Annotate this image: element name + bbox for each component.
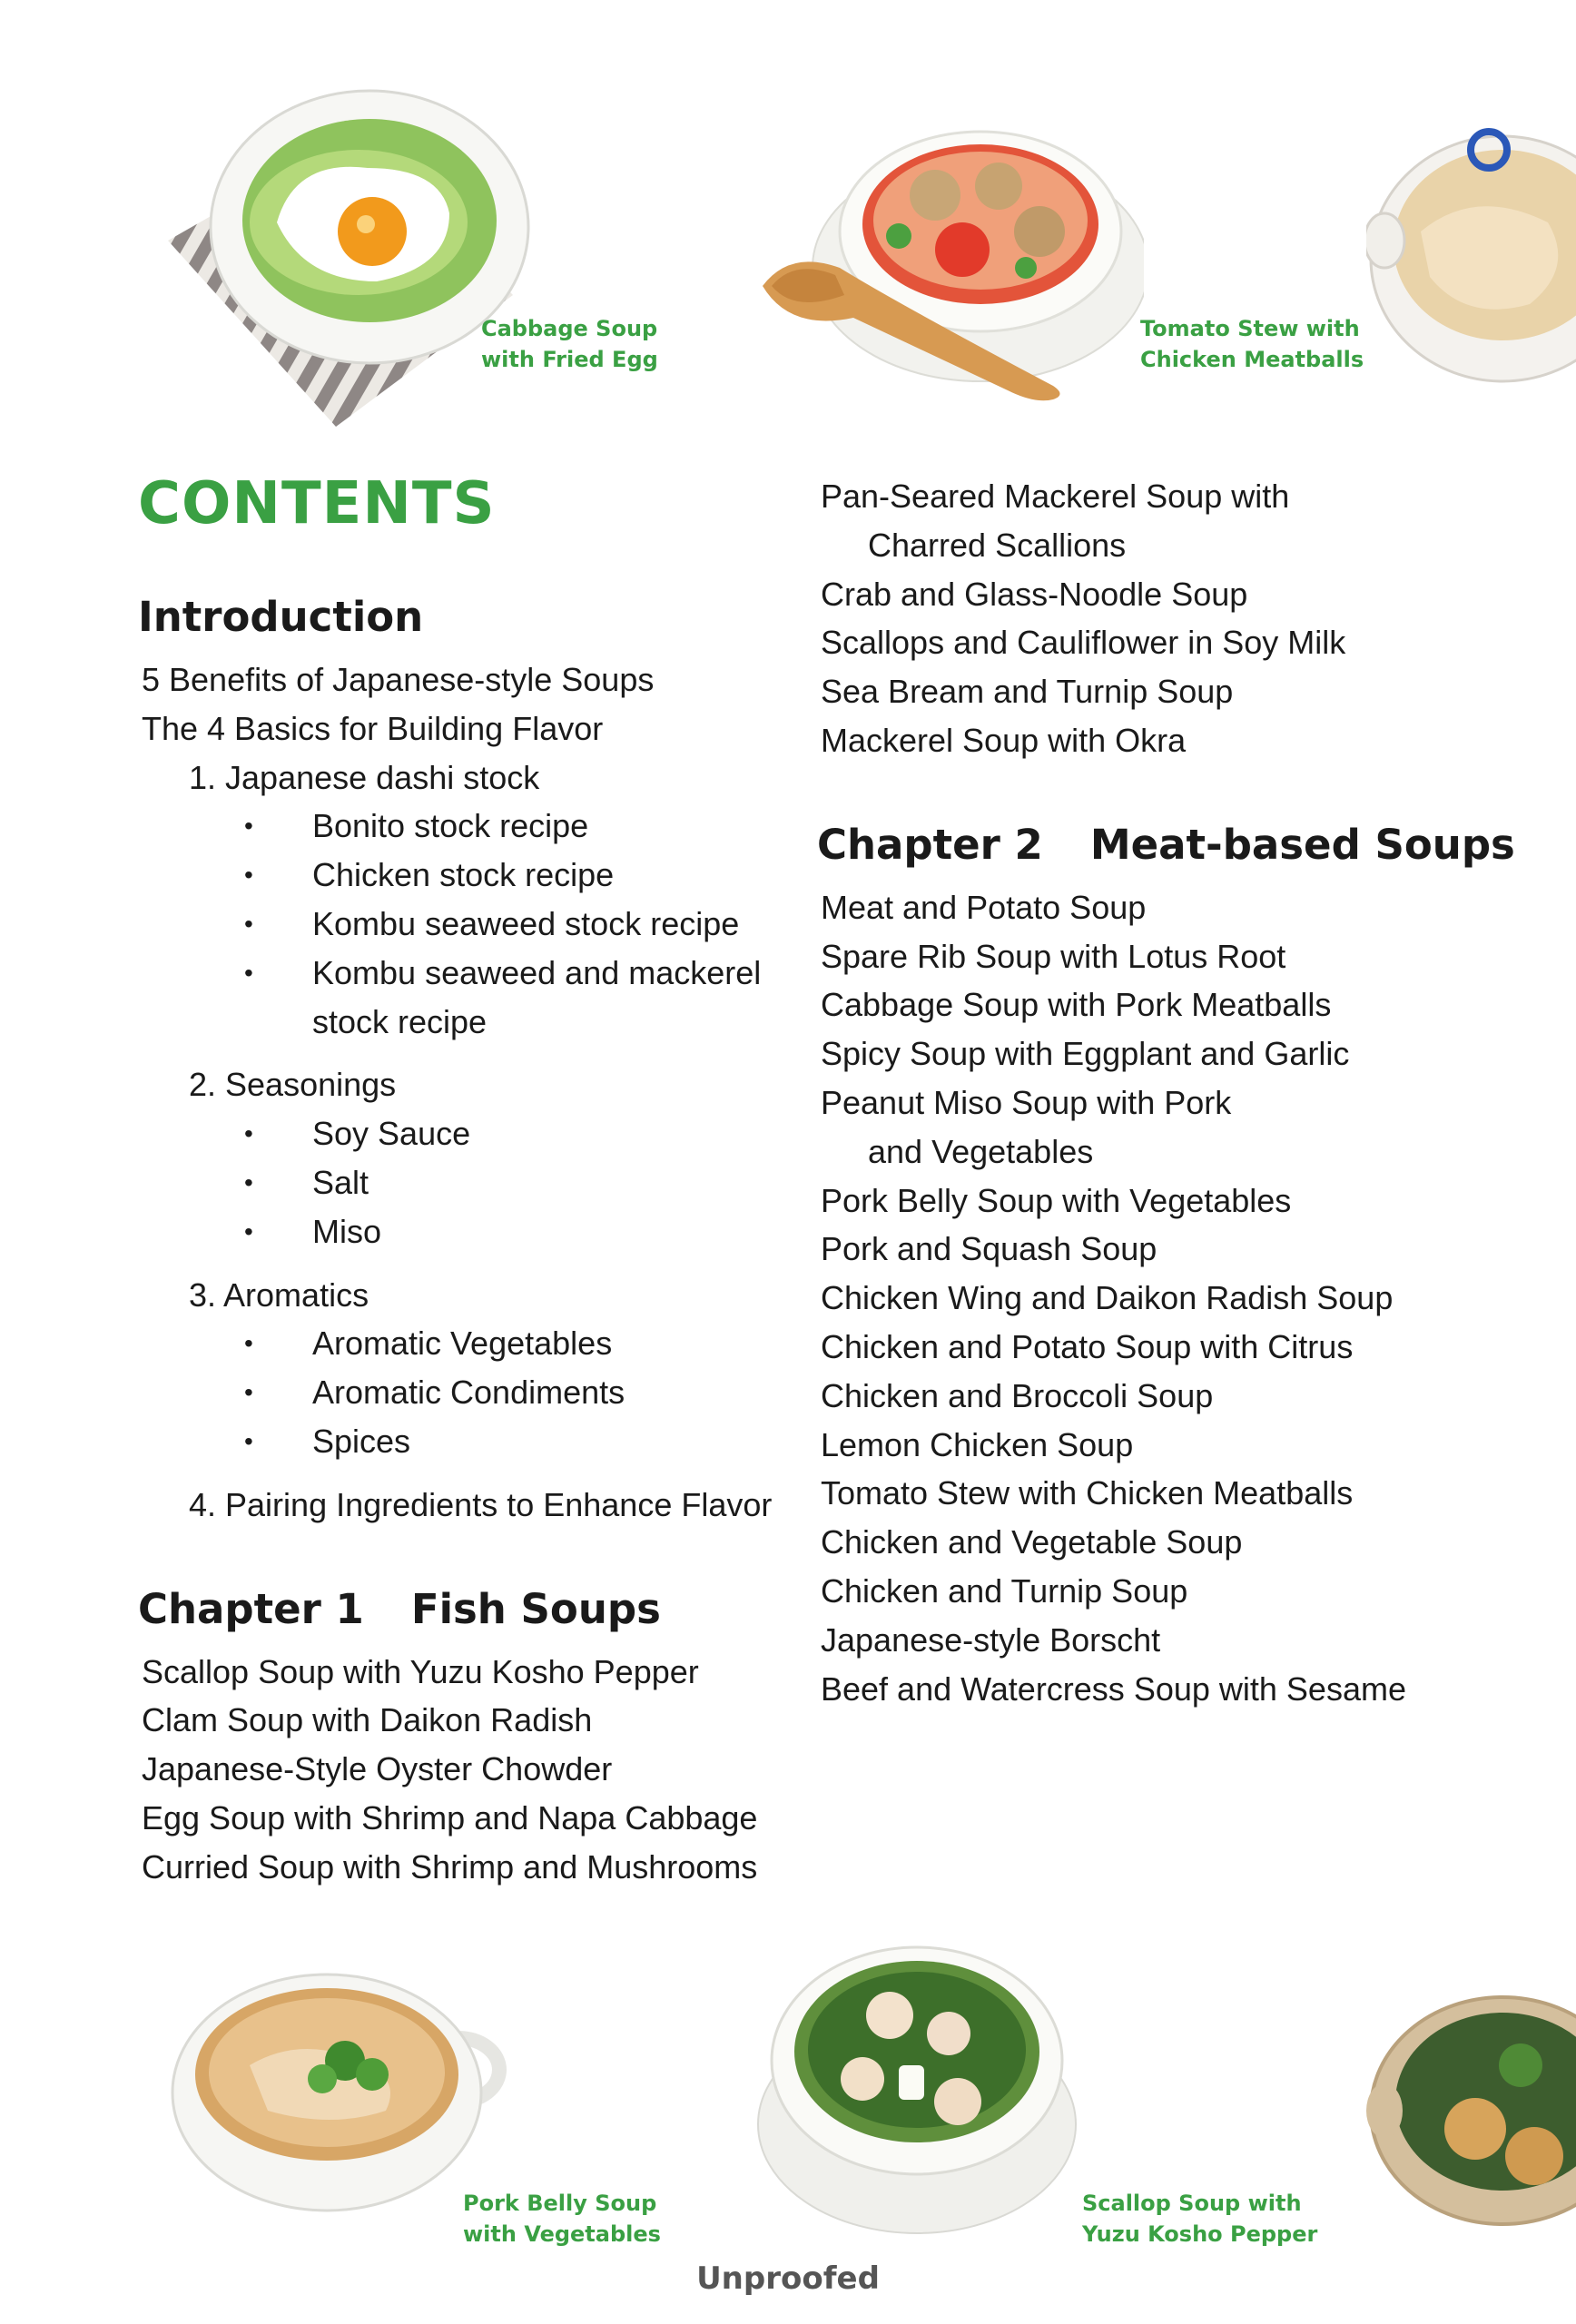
list-item: Japanese-style Borscht bbox=[821, 1620, 1161, 1659]
list-item: and Vegetables bbox=[868, 1132, 1094, 1170]
list-item: Peanut Miso Soup with Pork bbox=[821, 1083, 1232, 1121]
contents-left-column bbox=[138, 590, 783, 1892]
list-item: Clam Soup with Daikon Radish bbox=[142, 1701, 593, 1739]
list-item: Chicken and Potato Soup with Citrus bbox=[821, 1327, 1354, 1365]
bullet-icon: • bbox=[244, 1426, 253, 1455]
contents-right-column bbox=[817, 472, 1534, 1713]
list-item: The 4 Basics for Building Flavor bbox=[142, 709, 604, 747]
list-item: • Salt bbox=[138, 1158, 783, 1207]
chapter1-list bbox=[138, 1648, 783, 1892]
list-item: Charred Scallions bbox=[868, 526, 1127, 564]
list-item: • Bonito stock recipe bbox=[138, 802, 783, 851]
sixth-soup-photo bbox=[1366, 1984, 1576, 2247]
list-item: Cabbage Soup with Pork Meatballs bbox=[821, 986, 1332, 1024]
bullet-icon: • bbox=[244, 1167, 253, 1196]
list-item: Chicken and Turnip Soup bbox=[821, 1571, 1188, 1610]
list-item: • Chicken stock recipe bbox=[138, 851, 783, 900]
list-item: Scallops and Cauliflower in Soy Milk bbox=[821, 624, 1346, 662]
page-title: CONTENTS bbox=[138, 470, 496, 537]
list-item: Tomato Stew with Chicken Meatballs bbox=[821, 1474, 1354, 1512]
unproofed-label: Unproofed bbox=[696, 2260, 880, 2297]
list-item: • Soy Sauce bbox=[138, 1109, 783, 1158]
list-item: 1. Japanese dashi stock bbox=[189, 758, 540, 796]
list-item: Chicken and Broccoli Soup bbox=[821, 1376, 1214, 1414]
list-item: Scallop Soup with Yuzu Kosho Pepper bbox=[142, 1652, 699, 1690]
pork-belly-soup-photo bbox=[168, 1965, 531, 2215]
bullet-icon: • bbox=[244, 812, 253, 841]
chapter2-heading: Chapter 2 Meat-based Soups bbox=[817, 820, 1515, 869]
bullet-icon: • bbox=[244, 1216, 253, 1246]
introduction-list bbox=[138, 655, 783, 1530]
list-item: Meat and Potato Soup bbox=[821, 888, 1147, 926]
bullet-icon: • bbox=[244, 1119, 253, 1148]
introduction-heading: Introduction bbox=[138, 593, 424, 641]
list-item: Spicy Soup with Eggplant and Garlic bbox=[821, 1035, 1350, 1073]
bullet-icon: • bbox=[244, 958, 253, 987]
list-item: Pork Belly Soup with Vegetables bbox=[821, 1181, 1292, 1219]
bullet-icon: • bbox=[244, 1329, 253, 1358]
list-item: Chicken and Vegetable Soup bbox=[821, 1523, 1243, 1561]
list-item: Japanese-Style Oyster Chowder bbox=[142, 1750, 613, 1788]
list-item: Sea Bream and Turnip Soup bbox=[821, 673, 1234, 711]
scallop-soup-photo bbox=[754, 1943, 1080, 2247]
chapter1-heading: Chapter 1 Fish Soups bbox=[138, 1584, 661, 1633]
list-item: Pan-Seared Mackerel Soup with bbox=[821, 478, 1290, 515]
list-item: • Kombu seaweed stock recipe bbox=[138, 900, 783, 949]
cabbage-soup-photo bbox=[150, 77, 531, 440]
list-item: stock recipe bbox=[312, 1002, 488, 1040]
list-item: 2. Seasonings bbox=[189, 1066, 397, 1104]
list-item: • Aromatic Vegetables bbox=[138, 1319, 783, 1368]
list-item: Crab and Glass-Noodle Soup bbox=[821, 575, 1248, 613]
photo-caption: Tomato Stew with Chicken Meatballs bbox=[1140, 316, 1364, 372]
list-item: • Miso bbox=[138, 1207, 783, 1256]
list-item: • Aromatic Condiments bbox=[138, 1368, 783, 1417]
photo-caption: Pork Belly Soup with Vegetables bbox=[463, 2191, 661, 2247]
list-item: • Kombu seaweed and mackerel bbox=[138, 949, 783, 998]
list-item: 4. Pairing Ingredients to Enhance Flavor bbox=[189, 1485, 773, 1523]
chapter2-list bbox=[817, 883, 1534, 1714]
tomato-stew-photo bbox=[754, 123, 1144, 413]
list-item: 3. Aromatics bbox=[189, 1275, 369, 1314]
bullet-icon: • bbox=[244, 909, 253, 938]
list-item: Pork and Squash Soup bbox=[821, 1230, 1157, 1268]
list-item: Beef and Watercress Soup with Sesame bbox=[821, 1669, 1406, 1708]
list-item: Egg Soup with Shrimp and Napa Cabbage bbox=[142, 1798, 758, 1837]
chapter1-list-continued bbox=[817, 472, 1534, 765]
list-item: Chicken Wing and Daikon Radish Soup bbox=[821, 1279, 1394, 1317]
photo-caption: Scallop Soup with Yuzu Kosho Pepper bbox=[1082, 2191, 1318, 2247]
list-item: Lemon Chicken Soup bbox=[821, 1425, 1134, 1463]
photo-caption: Cabbage Soup with Fried Egg bbox=[481, 316, 658, 372]
list-item: 5 Benefits of Japanese-style Soups bbox=[142, 661, 655, 698]
list-item: Curried Soup with Shrimp and Mushrooms bbox=[142, 1847, 758, 1886]
list-item: Mackerel Soup with Okra bbox=[821, 721, 1187, 759]
bullet-icon: • bbox=[244, 861, 253, 890]
list-item: Spare Rib Soup with Lotus Root bbox=[821, 937, 1286, 975]
bullet-icon: • bbox=[244, 1378, 253, 1407]
list-item: • Spices bbox=[138, 1417, 783, 1466]
third-soup-photo bbox=[1366, 123, 1576, 395]
